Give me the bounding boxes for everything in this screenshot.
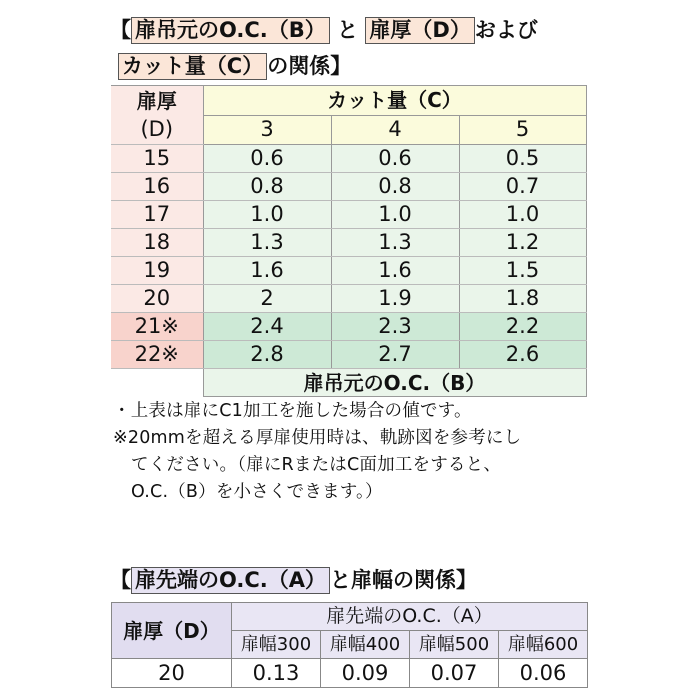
section1-title-line2 — [118, 50, 351, 80]
cell-value: 0.6 — [331, 145, 459, 173]
cell-value: 0.5 — [459, 145, 586, 173]
cell-value: 2.7 — [331, 341, 459, 369]
footer-blank — [111, 369, 203, 397]
cell-value: 1.5 — [459, 257, 586, 285]
table-row — [111, 313, 586, 341]
col-header-4: 4 — [331, 115, 459, 145]
cell-value: 1.6 — [331, 257, 459, 285]
cell-value: 0.07 — [410, 659, 499, 688]
cell-value: 1.2 — [459, 229, 586, 257]
note-line-1: ・上表は扉にC1加工を施した場合の値です。 — [113, 401, 472, 421]
cell-value: 1.3 — [203, 229, 331, 257]
title-and: と — [337, 18, 359, 42]
table-row — [111, 341, 586, 369]
door-width-table — [111, 602, 588, 688]
cell-value: 1.9 — [331, 285, 459, 313]
cell-value: 2 — [203, 285, 331, 313]
note-line-3: てください。（扉にRまたはC面加工をすると、 — [131, 455, 502, 475]
table-row — [111, 173, 586, 201]
cell-value: 1.6 — [203, 257, 331, 285]
row-thickness: 16 — [111, 173, 203, 201]
cell-value: 1.8 — [459, 285, 586, 313]
cell-value: 2.6 — [459, 341, 586, 369]
cell-value: 1.0 — [331, 201, 459, 229]
row-thickness: 22※ — [111, 341, 203, 369]
cell-value: 2.8 — [203, 341, 331, 369]
cell-value: 0.8 — [331, 173, 459, 201]
row-thickness: 17 — [111, 201, 203, 229]
col-header-width-300: 扉幅300 — [232, 631, 321, 659]
cell-value: 0.09 — [321, 659, 410, 688]
cell-value: 0.06 — [499, 659, 588, 688]
cell-value: 1.0 — [203, 201, 331, 229]
title-tag-thickness-d: 扉厚（D） — [365, 17, 474, 44]
cell-value: 2.2 — [459, 313, 586, 341]
section2-title — [110, 564, 477, 594]
cell-value: 1.0 — [459, 201, 586, 229]
table-row — [111, 145, 586, 173]
title-relation: の関係】 — [267, 54, 352, 78]
row-header-line2: (D) — [111, 115, 203, 145]
table-row — [111, 201, 586, 229]
row-thickness: 15 — [111, 145, 203, 173]
cell-value: 0.6 — [203, 145, 331, 173]
col-header-width-500: 扉幅500 — [410, 631, 499, 659]
col-header-3: 3 — [203, 115, 331, 145]
col-header-width-400: 扉幅400 — [321, 631, 410, 659]
cell-value: 0.8 — [203, 173, 331, 201]
col-header-5: 5 — [459, 115, 586, 145]
title-bracket-open: 【 — [110, 18, 131, 42]
row-header-thickness: 扉厚（D） — [112, 603, 232, 659]
row-header-line1: 扉厚 — [111, 86, 203, 116]
row-thickness: 21※ — [111, 313, 203, 341]
title-oyobi: および — [474, 18, 538, 42]
table-footer-oc-b: 扉吊元のO.C.（B） — [203, 369, 586, 397]
title-tag-cut-c: カット量（C） — [118, 53, 267, 80]
table-row — [112, 659, 588, 688]
table-row — [111, 285, 586, 313]
title2-bracket-open: 【 — [110, 568, 131, 592]
row-thickness: 19 — [111, 257, 203, 285]
col-header-width-600: 扉幅600 — [499, 631, 588, 659]
cell-value: 0.13 — [232, 659, 321, 688]
title2-relation: と扉幅の関係】 — [330, 568, 478, 592]
row-thickness: 20 — [112, 659, 232, 688]
cell-value: 2.4 — [203, 313, 331, 341]
title-tag-oc-b: 扉吊元のO.C.（B） — [131, 17, 330, 44]
table-row — [111, 229, 586, 257]
section1-title-line1 — [110, 14, 538, 44]
table-row — [111, 257, 586, 285]
row-thickness: 18 — [111, 229, 203, 257]
col-group-header-cut: カット量（C） — [203, 86, 586, 116]
cell-value: 0.7 — [459, 173, 586, 201]
title-tag-oc-a: 扉先端のO.C.（A） — [131, 567, 330, 594]
row-thickness: 20 — [111, 285, 203, 313]
note-line-4: O.C.（B）を小さくできます。） — [131, 482, 383, 502]
cell-value: 1.3 — [331, 229, 459, 257]
col-group-header-oc-a: 扉先端のO.C.（A） — [232, 603, 588, 631]
note-line-2: ※20mmを超える厚扉使用時は、軌跡図を参考にし — [113, 428, 522, 448]
cell-value: 2.3 — [331, 313, 459, 341]
cut-amount-table — [111, 85, 587, 397]
